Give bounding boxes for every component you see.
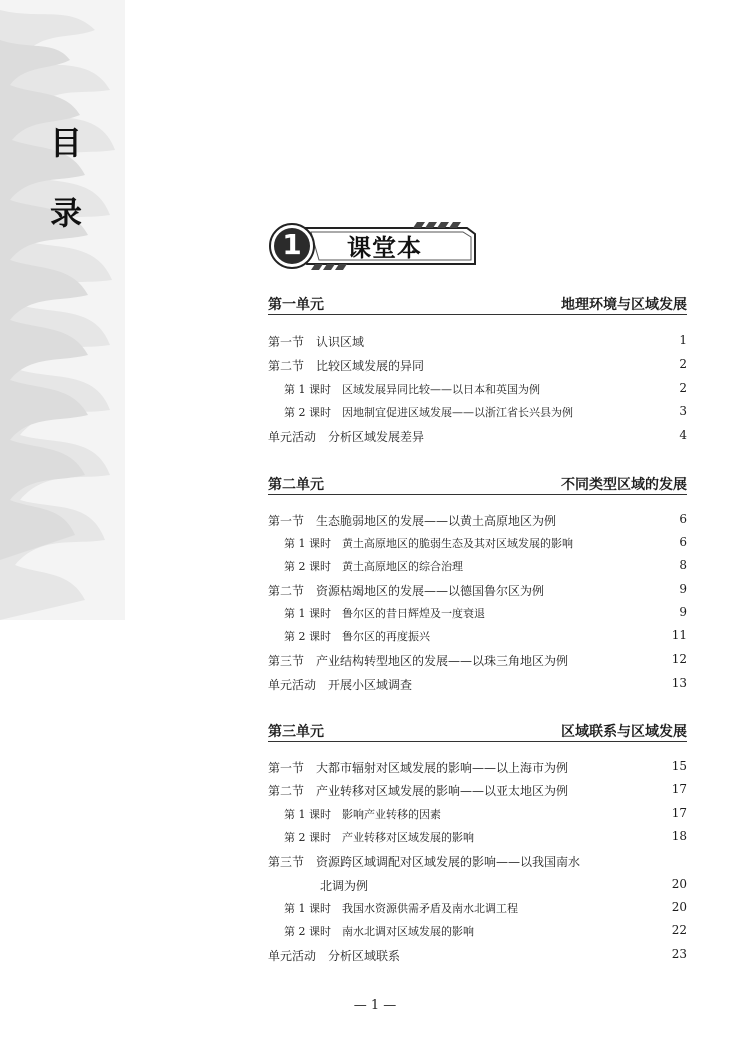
toc-entry[interactable] [268, 759, 687, 777]
toc-entry[interactable] [268, 877, 687, 895]
toc-entry[interactable] [268, 381, 687, 399]
toc-title-char-1: 目 [49, 124, 82, 162]
entry-page: 13 [671, 676, 687, 690]
toc-entry[interactable] [268, 923, 687, 941]
entry-title: 第 2 课时 鲁尔区的再度振兴 [284, 630, 430, 643]
toc-entry[interactable] [268, 535, 687, 553]
entry-title: 第 2 课时 黄土高原地区的综合治理 [284, 560, 463, 573]
toc-entry[interactable] [268, 652, 687, 670]
entry-page: 23 [671, 947, 687, 961]
entry-title: 第 2 课时 南水北调对区域发展的影响 [284, 925, 474, 938]
toc-entry[interactable] [268, 605, 687, 623]
entry-page: 9 [679, 582, 687, 596]
toc-entry[interactable] [268, 404, 687, 422]
entry-title: 第 1 课时 黄土高原地区的脆弱生态及其对区域发展的影响 [284, 537, 573, 550]
entry-title: 第三节 资源跨区域调配对区域发展的影响——以我国南水 [268, 855, 581, 869]
entry-title: 第 2 课时 产业转移对区域发展的影响 [284, 831, 474, 844]
unit-name: 第二单元 [268, 477, 324, 493]
entry-page: 18 [671, 829, 687, 843]
entry-page: 3 [679, 404, 687, 418]
banner-title: 课堂本 [347, 234, 422, 262]
entry-page: 6 [679, 535, 687, 549]
unit-heading [268, 292, 687, 315]
entry-title: 第一节 大都市辐射对区域发展的影响——以上海市为例 [268, 761, 569, 775]
toc-entry[interactable] [268, 357, 687, 375]
unit-name: 第三单元 [268, 724, 324, 740]
entry-title: 单元活动 开展小区域调查 [268, 678, 413, 692]
entry-title: 第二节 产业转移对区域发展的影响——以亚太地区为例 [268, 784, 569, 798]
unit-theme: 区域联系与区域发展 [561, 724, 687, 740]
entry-page: 12 [671, 652, 687, 666]
entry-page: 6 [679, 512, 687, 526]
unit-name: 第一单元 [268, 297, 324, 313]
entry-page: 8 [679, 558, 687, 572]
entry-page: 4 [679, 428, 687, 442]
toc-entry[interactable] [268, 900, 687, 918]
unit-heading [268, 472, 687, 495]
decorative-pattern [0, 0, 125, 620]
entry-title: 单元活动 分析区域发展差异 [268, 430, 425, 444]
toc-entry[interactable] [268, 676, 687, 694]
entry-page: 20 [671, 900, 687, 914]
toc-entry[interactable] [268, 782, 687, 800]
entry-title: 第一节 认识区域 [268, 335, 365, 349]
entry-title: 第二节 比较区域发展的异同 [268, 359, 425, 373]
entry-title: 北调为例 [320, 879, 369, 893]
entry-page: 9 [679, 605, 687, 619]
entry-title: 单元活动 分析区域联系 [268, 949, 401, 963]
entry-page: 2 [679, 381, 687, 395]
toc-entry[interactable] [268, 558, 687, 576]
entry-title: 第 2 课时 因地制宜促进区域发展——以浙江省长兴县为例 [284, 406, 573, 419]
toc-entry[interactable] [268, 947, 687, 965]
unit-theme: 地理环境与区域发展 [561, 297, 687, 313]
toc-entry[interactable] [268, 806, 687, 824]
entry-page: 11 [671, 628, 687, 642]
entry-title: 第 1 课时 区域发展异同比较——以日本和英国为例 [284, 383, 540, 396]
entry-page: 20 [671, 877, 687, 891]
unit-theme: 不同类型区域的发展 [561, 477, 687, 493]
entry-title: 第 1 课时 鲁尔区的昔日辉煌及一度衰退 [284, 607, 485, 620]
entry-page: 22 [671, 923, 687, 937]
entry-page: 17 [671, 782, 687, 796]
entry-page: 15 [671, 759, 687, 773]
toc-entry[interactable] [268, 333, 687, 351]
entry-title: 第 1 课时 我国水资源供需矛盾及南水北调工程 [284, 902, 518, 915]
entry-title: 第 1 课时 影响产业转移的因素 [284, 808, 441, 821]
unit-heading [268, 719, 687, 742]
entry-title: 第二节 资源枯竭地区的发展——以德国鲁尔区为例 [268, 584, 545, 598]
entry-title: 第一节 生态脆弱地区的发展——以黄土高原地区为例 [268, 514, 557, 528]
entry-page: 2 [679, 357, 687, 371]
toc-entry[interactable] [268, 428, 687, 446]
toc-entry[interactable] [268, 853, 687, 871]
toc-entry[interactable] [268, 512, 687, 530]
entry-page: 17 [671, 806, 687, 820]
toc-title-char-2: 录 [49, 194, 82, 232]
entry-page: 1 [679, 333, 687, 347]
banner-number: 1 [282, 228, 302, 261]
entry-title: 第三节 产业结构转型地区的发展——以珠三角地区为例 [268, 654, 569, 668]
toc-entry[interactable] [268, 582, 687, 600]
toc-entry[interactable] [268, 628, 687, 646]
page-number: — 1 — [353, 998, 397, 1013]
toc-entry[interactable] [268, 829, 687, 847]
